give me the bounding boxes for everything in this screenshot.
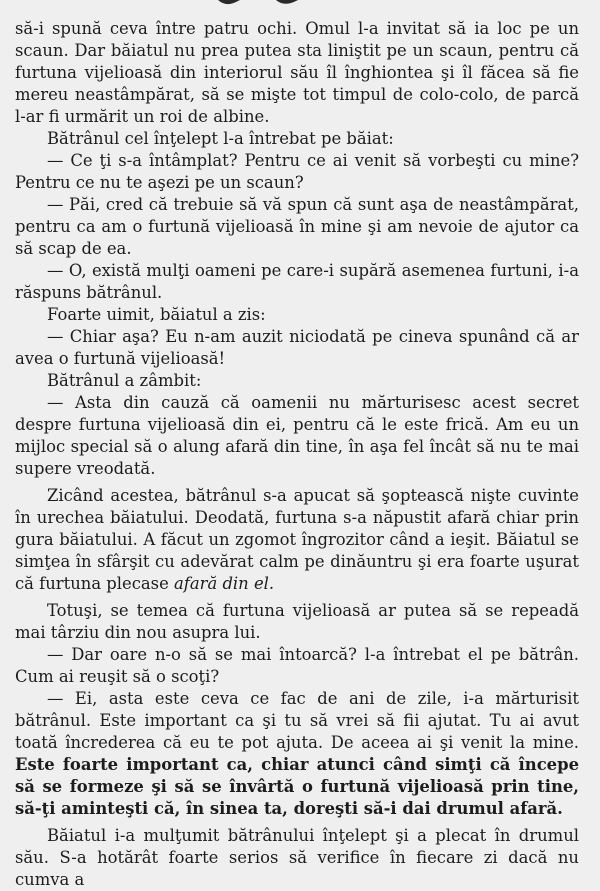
dialogue-line [15,392,579,480]
dialogue-line [15,326,579,370]
paragraph-text: — Ce ţi s-a întâmplat? Pentru ce ai venit să vorbeşti cu mine? Pentru ce nu te aşezi pe un scaun? [15,151,579,192]
paragraph-text: Bătrânul cel înţelept l-a întrebat pe băiat: [47,129,394,148]
paragraph-text: Zicând acestea, bătrânul s-a apucat să şoptească nişte cuvinte în urechea băiatului. Deodată, furtuna s-a năpustit afară chiar prin gura băiatului. A făcut un zgomot îngrozitor când a ieşit. Băiatul se simţea în sfârşit cu adevărat calm pe dinăuntru şi era foarte uşurat că furtuna plecase [15,486,579,593]
paragraph-emphasis: afară din el. [174,574,275,593]
paragraph-text: — Chiar aşa? Eu n-am auzit niciodată pe cineva spunând că ar avea o furtună vijelioasă! [15,327,579,368]
paragraph [15,18,579,128]
paragraph [15,304,579,326]
paragraph-text: — Dar oare n-o să se mai întoarcă? l-a întrebat el pe bătrân. Cum ai reuşit să o scoţi? [15,645,579,686]
paragraph [15,600,579,644]
paragraph-text: să-i spună ceva între patru ochi. Omul l-a invitat să ia loc pe un scaun. Dar băiatul nu prea putea sta liniştit pe un scaun, pentru că furtuna vijelioasă din interiorul său îl înghiontea şi îl făcea să fie mereu neastâmpărat, să se mişte tot timpul de colo-colo, de parcă l-ar fi urmărit un roi de albine. [15,19,579,126]
dialogue-line [15,150,579,194]
dialogue-line [15,260,579,304]
paragraph [15,825,579,891]
paragraph-text: Totuşi, se temea că furtuna vijelioasă ar putea să se repeadă mai târziu din nou asupra lui. [15,601,579,642]
paragraph-bold-text: Este foarte important ca, chiar atunci când simţi că începe să se formeze şi să se învârtă o furtună vijelioasă prin tine, să-ţi aminteşti că, în sinea ta, doreşti să-i dai drumul afară. [15,755,579,818]
paragraph [15,128,579,150]
body-text [15,18,579,891]
paragraph-text: — Ei, asta este ceva ce fac de ani de zile, i-a mărturisit bătrânul. Este important ca şi tu să vrei să fii ajutat. Tu ai avut toată încrederea că eu te pot ajuta. De aceea ai şi venit la mine. [15,689,579,752]
dialogue-line [15,688,579,820]
paragraph-text: Bătrânul a zâmbit: [47,371,202,390]
paragraph-text: Băiatul i-a mulţumit bătrânului înţelept şi a plecat în drumul său. S-a hotărât foarte serios să verifice în fiecare zi dacă nu cumva a [15,826,579,889]
paragraph-text: Foarte uimit, băiatul a zis: [47,305,266,324]
paragraph-text: — Păi, cred că trebuie să vă spun că sunt aşa de neastâmpărat, pentru ca am o furtună vijelioasă în mine şi am nevoie de ajutor ca să scap de ea. [15,195,579,258]
dialogue-line [15,644,579,688]
paragraph [15,370,579,392]
paragraph [15,485,579,595]
dialogue-line [15,194,579,260]
paragraph-text: — Asta din cauză că oamenii nu mărturisesc acest secret despre furtuna vijelioasă din ei, pentru că le este frică. Am eu un mijloc special să o alung afară din tine, în aşa fel încât să nu te mai supere vreodată. [15,393,579,478]
paragraph-text: — O, există mulţi oameni pe care-i supără asemenea furtuni, i-a răspuns bătrânul. [15,261,579,302]
top-ornament-fragment [198,0,318,8]
